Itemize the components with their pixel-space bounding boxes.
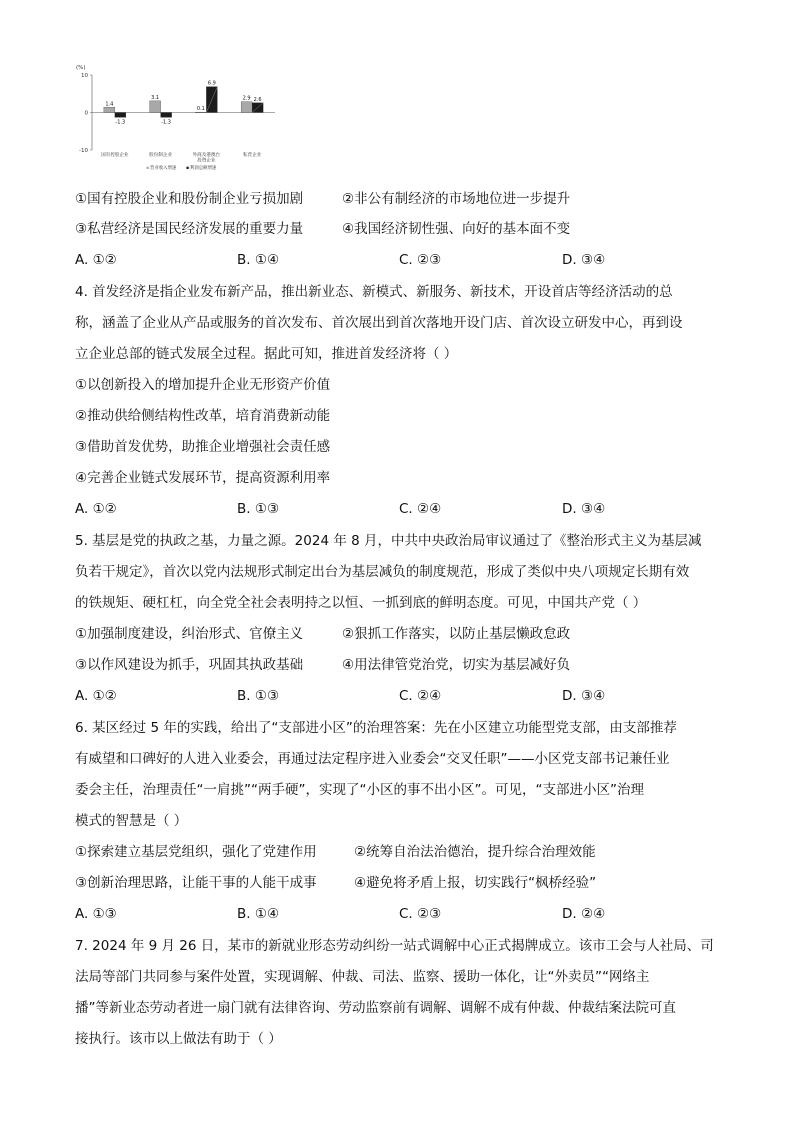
q7-stem-line-3: 播”等新业态劳动者进一扇门就有法律咨询、劳动监察前有调解、调解不成有仲裁、仲裁结案法院可直 [75, 1000, 676, 1016]
q3-option-1: ①国有控股企业和股份制企业亏损加剧 [75, 191, 304, 207]
q3-choice-b[interactable]: B. ①④ [237, 252, 280, 268]
q4-option-2: ②推动供给侧结构性改革，培育消费新动能 [75, 408, 331, 424]
data-label: 3.1 [151, 94, 160, 101]
q3-choice-a[interactable]: A. ①② [75, 252, 117, 268]
bar-chart [70, 62, 280, 177]
bar [115, 113, 126, 118]
q5-option-1: ①加强制度建设，纠治形式、官僚主义 [75, 626, 304, 642]
q5-choice-a[interactable]: A. ①② [75, 688, 117, 704]
y-tick-label: 0 [84, 110, 88, 117]
y-tick-label: 10 [81, 73, 88, 79]
q3-option-2: ②非公有制经济的市场地位进一步提升 [342, 191, 571, 207]
data-label: 1.4 [105, 101, 114, 108]
q4-stem-line-3: 立企业总部的链式发展全过程。据此可知，推进首发经济将（ ） [75, 346, 458, 362]
category-label: 国有控股企业 [101, 153, 129, 158]
data-label: -1.3 [161, 119, 172, 126]
bar [241, 102, 252, 113]
y-tick-label: -10 [79, 148, 88, 154]
q6-option-4: ④避免将矛盾上报，切实践行“枫桥经验” [354, 875, 597, 891]
q5-stem-line-2: 负若干规定》，首次以党内法规形式制定出台为基层减负的制度规范，形成了类似中央八项规定长期有效 [75, 564, 690, 580]
q6-stem-line-1: 6. 某区经过 5 年的实践，给出了“支部进小区”的治理答案：先在小区建立功能型党支部，由支部推荐 [75, 720, 677, 736]
q4-stem-line-2: 称，涵盖了企业从产品或服务的首次发布、首次展出到首次落地开设门店、首次设立研发中心，再到设 [75, 315, 683, 331]
q4-choice-b[interactable]: B. ①③ [237, 501, 280, 517]
q4-option-3: ③借助首发优势，助推企业增强社会责任感 [75, 439, 331, 455]
data-label: -1.3 [115, 119, 126, 126]
q5-choice-b[interactable]: B. ①③ [237, 688, 280, 704]
q6-choice-a[interactable]: A. ①③ [75, 906, 117, 922]
q7-stem-line-1: 7. 2024 年 9 月 26 日，某市的新就业形态劳动纠纷一站式调解中心正式揭牌成立。该市工会与人社局、司 [75, 938, 714, 954]
q3-option-3: ③私营经济是国民经济发展的重要力量 [75, 221, 304, 237]
q3-option-4: ④我国经济韧性强、向好的基本面不变 [342, 221, 571, 237]
q6-choice-d[interactable]: D. ②④ [562, 906, 606, 922]
bar [161, 113, 172, 118]
q5-choice-c[interactable]: C. ②④ [399, 688, 442, 704]
q4-choice-c[interactable]: C. ②④ [399, 501, 442, 517]
data-label: 6.9 [207, 80, 216, 87]
bar [150, 101, 161, 113]
q5-option-4: ④用法律管党治党，切实为基层减好负 [342, 657, 571, 673]
category-label: 外商及港澳台 [192, 153, 221, 158]
category-label: 私营企业 [242, 153, 262, 158]
q5-stem-line-3: 的铁规矩、硬杠杠，向全党全社会表明持之以恒、一抓到底的鲜明态度。可见，中国共产党（ ） [75, 595, 647, 611]
category-label: 股份制企业 [149, 153, 173, 158]
data-label: 2.9 [242, 95, 251, 102]
legend-label: 利润总额增速 [190, 166, 217, 171]
category-label: 投资企业 [197, 158, 216, 164]
q6-option-3: ③创新治理思路，让能干事的人能干成事 [75, 875, 317, 891]
q5-stem-line-1: 5. 基层是党的执政之基，力量之源。2024 年 8 月，中共中央政治局审议通过了《整治形式主义为基层减 [75, 533, 702, 549]
q6-stem-line-3: 委会主任，治理责任“一肩挑”“两手硬”，实现了“小区的事不出小区”。可见，“支部进小区”治理 [75, 782, 644, 798]
q7-stem-line-2: 法局等部门共同参与案件处置，实现调解、仲裁、司法、监察、援助一体化，让“外卖员”“网络主 [75, 969, 650, 985]
q6-option-1: ①探索建立基层党组织，强化了党建作用 [75, 844, 317, 860]
q5-choice-d[interactable]: D. ③④ [562, 688, 606, 704]
q4-choice-a[interactable]: A. ①② [75, 501, 117, 517]
y-unit-label: (%) [76, 65, 86, 71]
q4-choice-d[interactable]: D. ③④ [562, 501, 606, 517]
q3-choice-c[interactable]: C. ②③ [399, 252, 442, 268]
bar [104, 107, 115, 112]
q7-stem-line-4: 接执行。该市以上做法有助于（ ） [75, 1031, 282, 1047]
q6-option-2: ②统筹自治法治德治，提升综合治理效能 [354, 844, 596, 860]
data-label: 0.1 [196, 106, 205, 113]
q4-option-4: ④完善企业链式发展环节，提高资源利用率 [75, 470, 331, 486]
q5-option-3: ③以作风建设为抓手，巩固其执政基础 [75, 657, 304, 673]
q5-option-2: ②狠抓工作落实，以防止基层懒政怠政 [342, 626, 571, 642]
q4-stem-line-1: 4. 首发经济是指企业发布新产品，推出新业态、新模式、新服务、新技术，开设首店等经济活动的总 [75, 284, 673, 300]
legend-marker: ▪ [186, 166, 190, 171]
q4-option-1: ①以创新投入的增加提升企业无形资产价值 [75, 377, 331, 393]
legend-marker: ▪ [146, 166, 150, 171]
q6-stem-line-2: 有威望和口碑好的人进入业委会，再通过法定程序进入业委会“交叉任职”——小区党支部书记兼任业 [75, 751, 670, 767]
bar [195, 112, 206, 113]
q6-choice-b[interactable]: B. ①④ [237, 906, 280, 922]
legend-label: 营业收入增速 [150, 166, 177, 171]
q6-stem-line-4: 模式的智慧是（ ） [75, 813, 188, 829]
data-label: 2.6 [253, 96, 262, 103]
q6-choice-c[interactable]: C. ②③ [399, 906, 442, 922]
q3-choice-d[interactable]: D. ③④ [562, 252, 606, 268]
